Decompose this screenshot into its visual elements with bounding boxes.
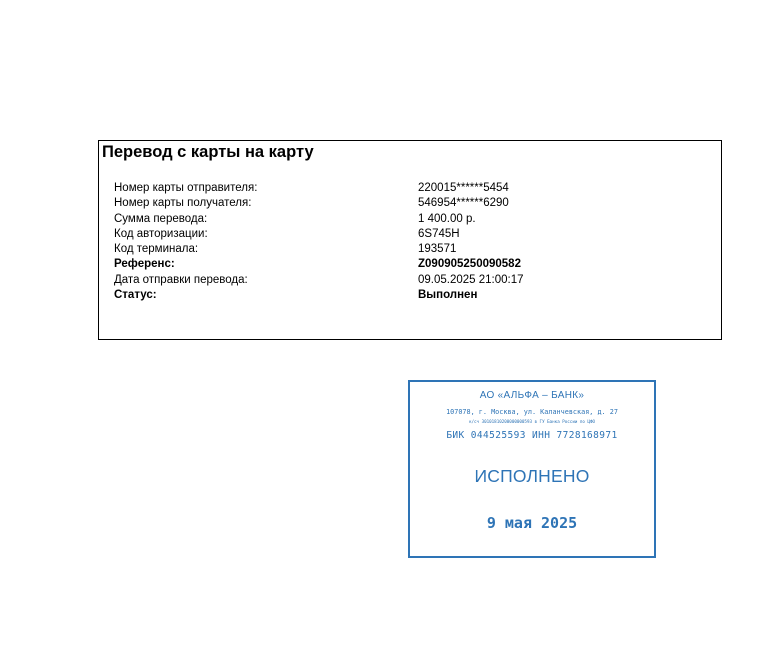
receipt-row-reference xyxy=(114,257,714,272)
receipt-row-recipient-card xyxy=(114,196,714,211)
receipt-row-send-date xyxy=(114,273,714,288)
receipt-row-value: Z090905250090582 xyxy=(418,258,521,271)
receipt-row-value: 220015******5454 xyxy=(418,182,509,194)
receipt-row-value: 546954******6290 xyxy=(418,197,509,210)
receipt-row-value: Выполнен xyxy=(418,289,478,302)
receipt-row-value: 1 400.00 р. xyxy=(418,212,476,225)
receipt-row-amount xyxy=(114,212,714,227)
receipt-row-value: 09.05.2025 21:00:17 xyxy=(418,273,524,286)
receipt-details xyxy=(114,181,714,303)
stamp-address: 107078, г. Москва, ул. Каланчевская, д. 27 xyxy=(446,408,618,416)
receipt-row-status xyxy=(114,288,714,303)
receipt-row-auth-code xyxy=(114,227,714,242)
receipt-row-value: 6S745H xyxy=(418,227,460,240)
stamp-account: к/сч 30101810200000000593 в ГУ Банка России по ЦФО xyxy=(468,419,596,424)
receipt-row-label: Код терминала: xyxy=(114,243,199,256)
stamp-date: 9 мая 2025 xyxy=(486,514,578,532)
receipt-row-label: Статус: xyxy=(114,289,157,302)
receipt-row-value: 193571 xyxy=(418,243,457,256)
stamp-status: ИСПОЛНЕНО xyxy=(474,466,590,486)
receipt-row-label: Дата отправки перевода: xyxy=(114,273,248,286)
receipt-row-label: Номер карты отправителя: xyxy=(114,182,258,194)
bank-stamp xyxy=(408,380,656,558)
receipt-row-label: Код авторизации: xyxy=(114,227,208,240)
transfer-receipt xyxy=(98,140,722,340)
receipt-row-label: Сумма перевода: xyxy=(114,212,208,225)
receipt-row-label: Референс: xyxy=(114,258,175,271)
receipt-row-sender-card xyxy=(114,181,714,196)
receipt-title: Перевод с карты на карту xyxy=(102,143,314,161)
receipt-row-terminal-code xyxy=(114,242,714,257)
stamp-bik-inn: БИК 044525593 ИНН 7728168971 xyxy=(446,430,618,441)
receipt-row-label: Номер карты получателя: xyxy=(114,197,252,210)
stamp-bank-name: АО «АЛЬФА – БАНК» xyxy=(479,390,585,401)
